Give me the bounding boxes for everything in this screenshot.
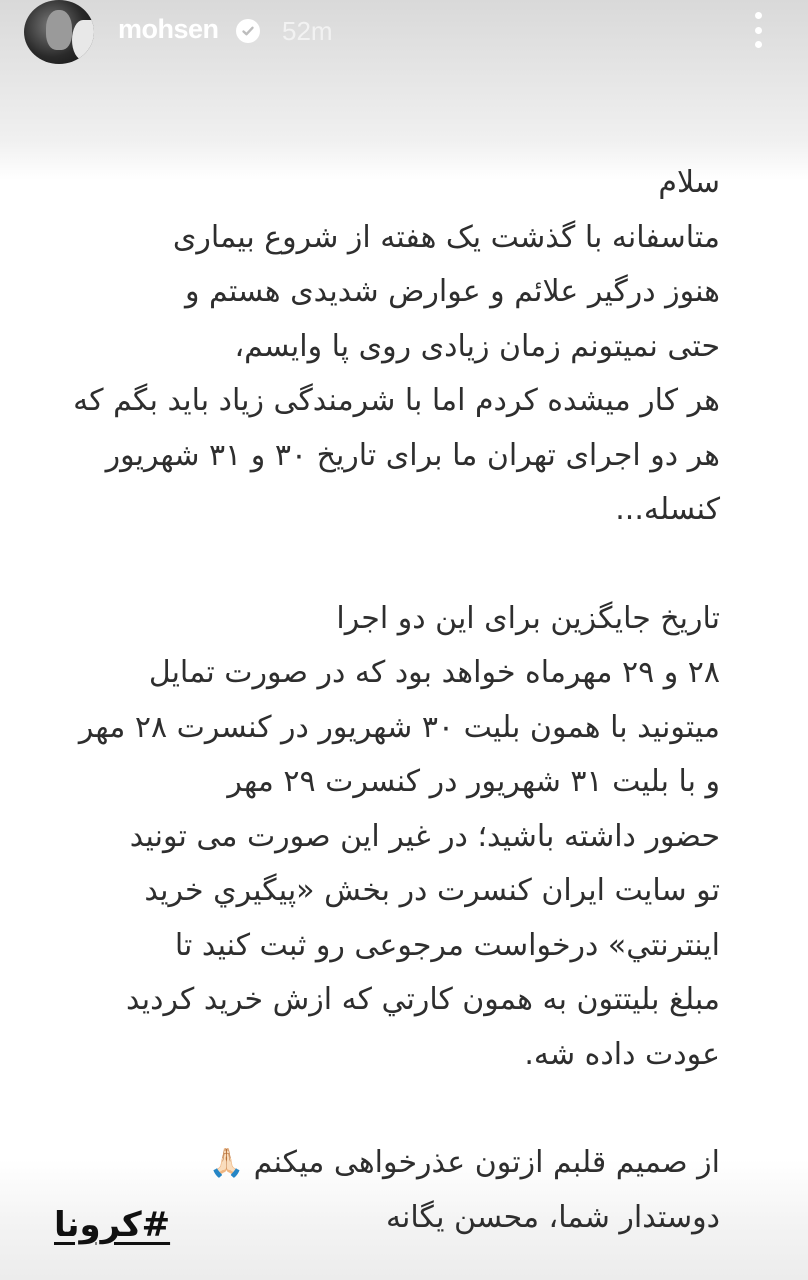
story-header [0,0,808,70]
text-line [80,1136,720,1191]
text-line: عودت داده شه. [524,1036,720,1072]
praying-hands-icon: 🙏🏻 [209,1146,245,1179]
text-line: مبلغ بلیتتون به همون کارتي که ازش خريد کرديد [126,982,720,1017]
more-options-button[interactable] [750,12,766,48]
avatar-face [46,10,72,50]
text-line: هر دو اجرای تهران ما برای تاریخ ۳۰ و ۳۱ شهریور [105,437,720,473]
paragraph-gap [80,1082,720,1136]
text-line: متاسفانه با گذشت یک هفته از شروع بیماری [172,219,720,255]
text-line: سلام [658,165,720,200]
text-line: حضور داشته باشید؛ در غیر این صورت می تونید [129,818,720,854]
more-dot [755,27,762,34]
text-line: اينترنتي» درخواست مرجوعی رو ثبت کنید تا [174,927,720,963]
text-line: کنسله... [615,492,720,527]
hashtag-sticker[interactable]: #کرونا [54,1205,171,1245]
avatar-background [72,20,94,60]
more-vertical-icon [755,12,762,19]
more-dot [755,41,762,48]
text-line: حتی نمیتونم زمان زیادی روی پا وایسم، [234,328,720,364]
text-line: تو سایت ایران کنسرت در بخش «پیگيري خريد [144,873,720,908]
text-line: ۲۸ و ۲۹ مهرماه خواهد بود که در صورت تمایل [148,655,720,690]
text-line: و با بلیت ۳۱ شهریور در کنسرت ۲۹ مهر [227,764,720,799]
verified-badge-icon [236,19,260,43]
username[interactable]: mohsen [118,14,219,44]
apology-text: از صمیم قلبم ازتون عذرخواهی میکنم [253,1145,720,1180]
text-line: تاریخ جایگزین برای این دو اجرا [336,600,720,636]
text-line: میتونید با همون بلیت ۳۰ شهریور در کنسرت ۲۸ مهر [78,709,720,745]
signature-line: دوستدار شما، محسن یگانه [385,1199,720,1235]
avatar[interactable] [24,0,94,64]
story-text-content [73,156,720,1245]
paragraph-gap [80,538,720,592]
story-timestamp: 52m [282,16,333,46]
text-line: هر کار میشده کردم اما با شرمندگی زیاد باید بگم که [73,383,720,418]
text-line: هنوز درگیر علائم و عوارض شدیدی هستم و [185,274,720,309]
